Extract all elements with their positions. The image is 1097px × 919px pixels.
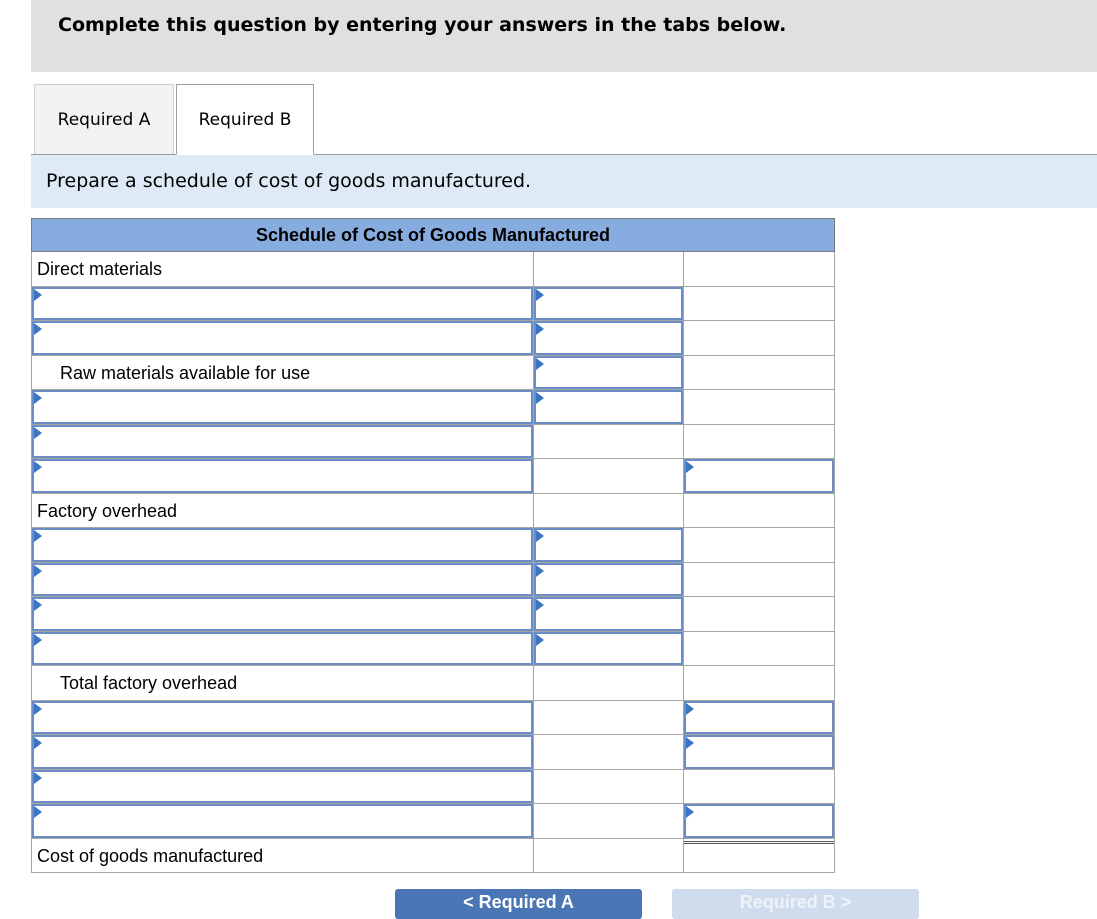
schedule-cell-amount-column bbox=[534, 804, 684, 839]
row-label-cost-of-goods-manufactured: Cost of goods manufactured bbox=[37, 846, 264, 866]
schedule-cell-total-column bbox=[684, 252, 835, 287]
schedule-cell-amount-column bbox=[534, 287, 684, 321]
dropdown-marker-icon bbox=[686, 806, 694, 818]
schedule-cell-amount-column bbox=[534, 839, 684, 873]
schedule-cell-amount-column bbox=[534, 390, 684, 425]
amount-input[interactable] bbox=[534, 356, 683, 389]
dropdown-marker-icon bbox=[536, 634, 544, 646]
amount-input[interactable] bbox=[534, 528, 683, 562]
dropdown-marker-icon bbox=[34, 703, 42, 715]
account-input[interactable] bbox=[32, 390, 533, 424]
schedule-cell-amount-column bbox=[534, 666, 684, 701]
dropdown-marker-icon bbox=[536, 599, 544, 611]
dropdown-marker-icon bbox=[34, 289, 42, 301]
account-input[interactable] bbox=[32, 597, 533, 631]
amount-input[interactable] bbox=[684, 804, 834, 838]
amount-input[interactable] bbox=[684, 459, 834, 493]
schedule-cell-amount-column bbox=[534, 356, 684, 390]
schedule-cell-amount-column bbox=[534, 597, 684, 632]
schedule-cell-label-column bbox=[31, 597, 534, 632]
account-input[interactable] bbox=[32, 770, 533, 803]
account-input[interactable] bbox=[32, 563, 533, 596]
schedule-cell-total-column bbox=[684, 597, 835, 632]
dropdown-marker-icon bbox=[34, 461, 42, 473]
amount-input[interactable] bbox=[534, 287, 683, 320]
schedule-cell-amount-column bbox=[534, 459, 684, 494]
schedule-cell-total-column bbox=[684, 666, 835, 701]
schedule-cell-amount-column bbox=[534, 252, 684, 287]
schedule-title: Schedule of Cost of Goods Manufactured bbox=[31, 218, 835, 252]
amount-input[interactable] bbox=[684, 735, 834, 769]
schedule-cell-label-column bbox=[31, 494, 534, 528]
row-label-total-factory-overhead: Total factory overhead bbox=[60, 673, 238, 693]
schedule-cell-label-column bbox=[31, 528, 534, 563]
dropdown-marker-icon bbox=[34, 806, 42, 818]
dropdown-marker-icon bbox=[536, 565, 544, 577]
schedule-cell-amount-column bbox=[534, 321, 684, 356]
account-input[interactable] bbox=[32, 425, 533, 458]
schedule-cell-label-column bbox=[31, 701, 534, 735]
amount-input[interactable] bbox=[534, 632, 683, 665]
dropdown-marker-icon bbox=[34, 737, 42, 749]
account-input[interactable] bbox=[32, 701, 533, 734]
schedule-cell-total-column bbox=[684, 287, 835, 321]
instruction-text: Complete this question by entering your answers in the tabs below. bbox=[58, 14, 787, 36]
dropdown-marker-icon bbox=[34, 323, 42, 335]
dropdown-marker-icon bbox=[34, 427, 42, 439]
schedule-cell-total-column bbox=[684, 321, 835, 356]
schedule-cell-amount-column bbox=[534, 770, 684, 804]
dropdown-marker-icon bbox=[536, 530, 544, 542]
schedule-cell-label-column bbox=[31, 390, 534, 425]
row-label-factory-overhead: Factory overhead bbox=[37, 501, 178, 521]
previous-required-a-button[interactable]: < Required A bbox=[395, 889, 642, 919]
amount-input[interactable] bbox=[534, 563, 683, 596]
dropdown-marker-icon bbox=[536, 323, 544, 335]
account-input[interactable] bbox=[32, 287, 533, 320]
schedule-cell-amount-column bbox=[534, 494, 684, 528]
schedule-cell-label-column bbox=[31, 804, 534, 839]
schedule-cell-amount-column bbox=[534, 735, 684, 770]
schedule-cell-total-column bbox=[684, 459, 835, 494]
schedule-cell-total-column bbox=[684, 494, 835, 528]
amount-input[interactable] bbox=[684, 701, 834, 734]
schedule-cell-label-column bbox=[31, 252, 534, 287]
tab-bar bbox=[31, 84, 1097, 155]
schedule-cell-label-column bbox=[31, 356, 534, 390]
schedule-cell-total-column bbox=[684, 425, 835, 459]
schedule-cell-total-column bbox=[684, 839, 835, 873]
prompt-text: Prepare a schedule of cost of goods manufactured. bbox=[46, 170, 532, 192]
schedule-cell-label-column bbox=[31, 632, 534, 666]
dropdown-marker-icon bbox=[34, 530, 42, 542]
dropdown-marker-icon bbox=[686, 461, 694, 473]
schedule-cell-amount-column bbox=[534, 528, 684, 563]
dropdown-marker-icon bbox=[34, 565, 42, 577]
dropdown-marker-icon bbox=[34, 392, 42, 404]
schedule-cell-amount-column bbox=[534, 563, 684, 597]
account-input[interactable] bbox=[32, 321, 533, 355]
schedule-cell-label-column bbox=[31, 287, 534, 321]
schedule-cell-total-column bbox=[684, 528, 835, 563]
schedule-cell-total-column bbox=[684, 563, 835, 597]
dropdown-marker-icon bbox=[536, 358, 544, 370]
schedule-cell-label-column bbox=[31, 459, 534, 494]
account-input[interactable] bbox=[32, 528, 533, 562]
schedule-cell-amount-column bbox=[534, 632, 684, 666]
schedule-cell-amount-column bbox=[534, 425, 684, 459]
schedule-cell-total-column bbox=[684, 804, 835, 839]
account-input[interactable] bbox=[32, 632, 533, 665]
row-label-direct-materials: Direct materials bbox=[37, 259, 163, 279]
schedule-cell-total-column bbox=[684, 356, 835, 390]
schedule-cell-amount-column bbox=[534, 701, 684, 735]
dropdown-marker-icon bbox=[34, 634, 42, 646]
dropdown-marker-icon bbox=[34, 772, 42, 784]
schedule-cell-total-column bbox=[684, 390, 835, 425]
dropdown-marker-icon bbox=[686, 737, 694, 749]
dropdown-marker-icon bbox=[536, 289, 544, 301]
dropdown-marker-icon bbox=[686, 703, 694, 715]
amount-input[interactable] bbox=[534, 321, 683, 355]
account-input[interactable] bbox=[32, 804, 533, 838]
account-input[interactable] bbox=[32, 735, 533, 769]
dropdown-marker-icon bbox=[536, 392, 544, 404]
schedule-cell-total-column bbox=[684, 632, 835, 666]
instructions-banner bbox=[31, 0, 1097, 72]
schedule-cell-label-column bbox=[31, 770, 534, 804]
schedule-cell-label-column bbox=[31, 321, 534, 356]
schedule-cell-label-column bbox=[31, 425, 534, 459]
row-label-raw-materials-available: Raw materials available for use bbox=[60, 363, 311, 383]
schedule-cell-total-column bbox=[684, 701, 835, 735]
next-required-b-button[interactable]: Required B > bbox=[672, 889, 919, 919]
schedule-cell-label-column bbox=[31, 666, 534, 701]
tab-required-b[interactable]: Required B bbox=[176, 84, 314, 155]
schedule-cell-label-column bbox=[31, 839, 534, 873]
tab-required-a[interactable]: Required A bbox=[34, 84, 174, 154]
schedule-cell-label-column bbox=[31, 735, 534, 770]
cost-of-goods-schedule bbox=[31, 218, 835, 873]
account-input[interactable] bbox=[32, 459, 533, 493]
amount-input[interactable] bbox=[534, 597, 683, 631]
schedule-cell-total-column bbox=[684, 770, 835, 804]
schedule-cell-label-column bbox=[31, 563, 534, 597]
schedule-cell-total-column bbox=[684, 735, 835, 770]
amount-input[interactable] bbox=[534, 390, 683, 424]
dropdown-marker-icon bbox=[34, 599, 42, 611]
question-prompt bbox=[31, 155, 1097, 208]
